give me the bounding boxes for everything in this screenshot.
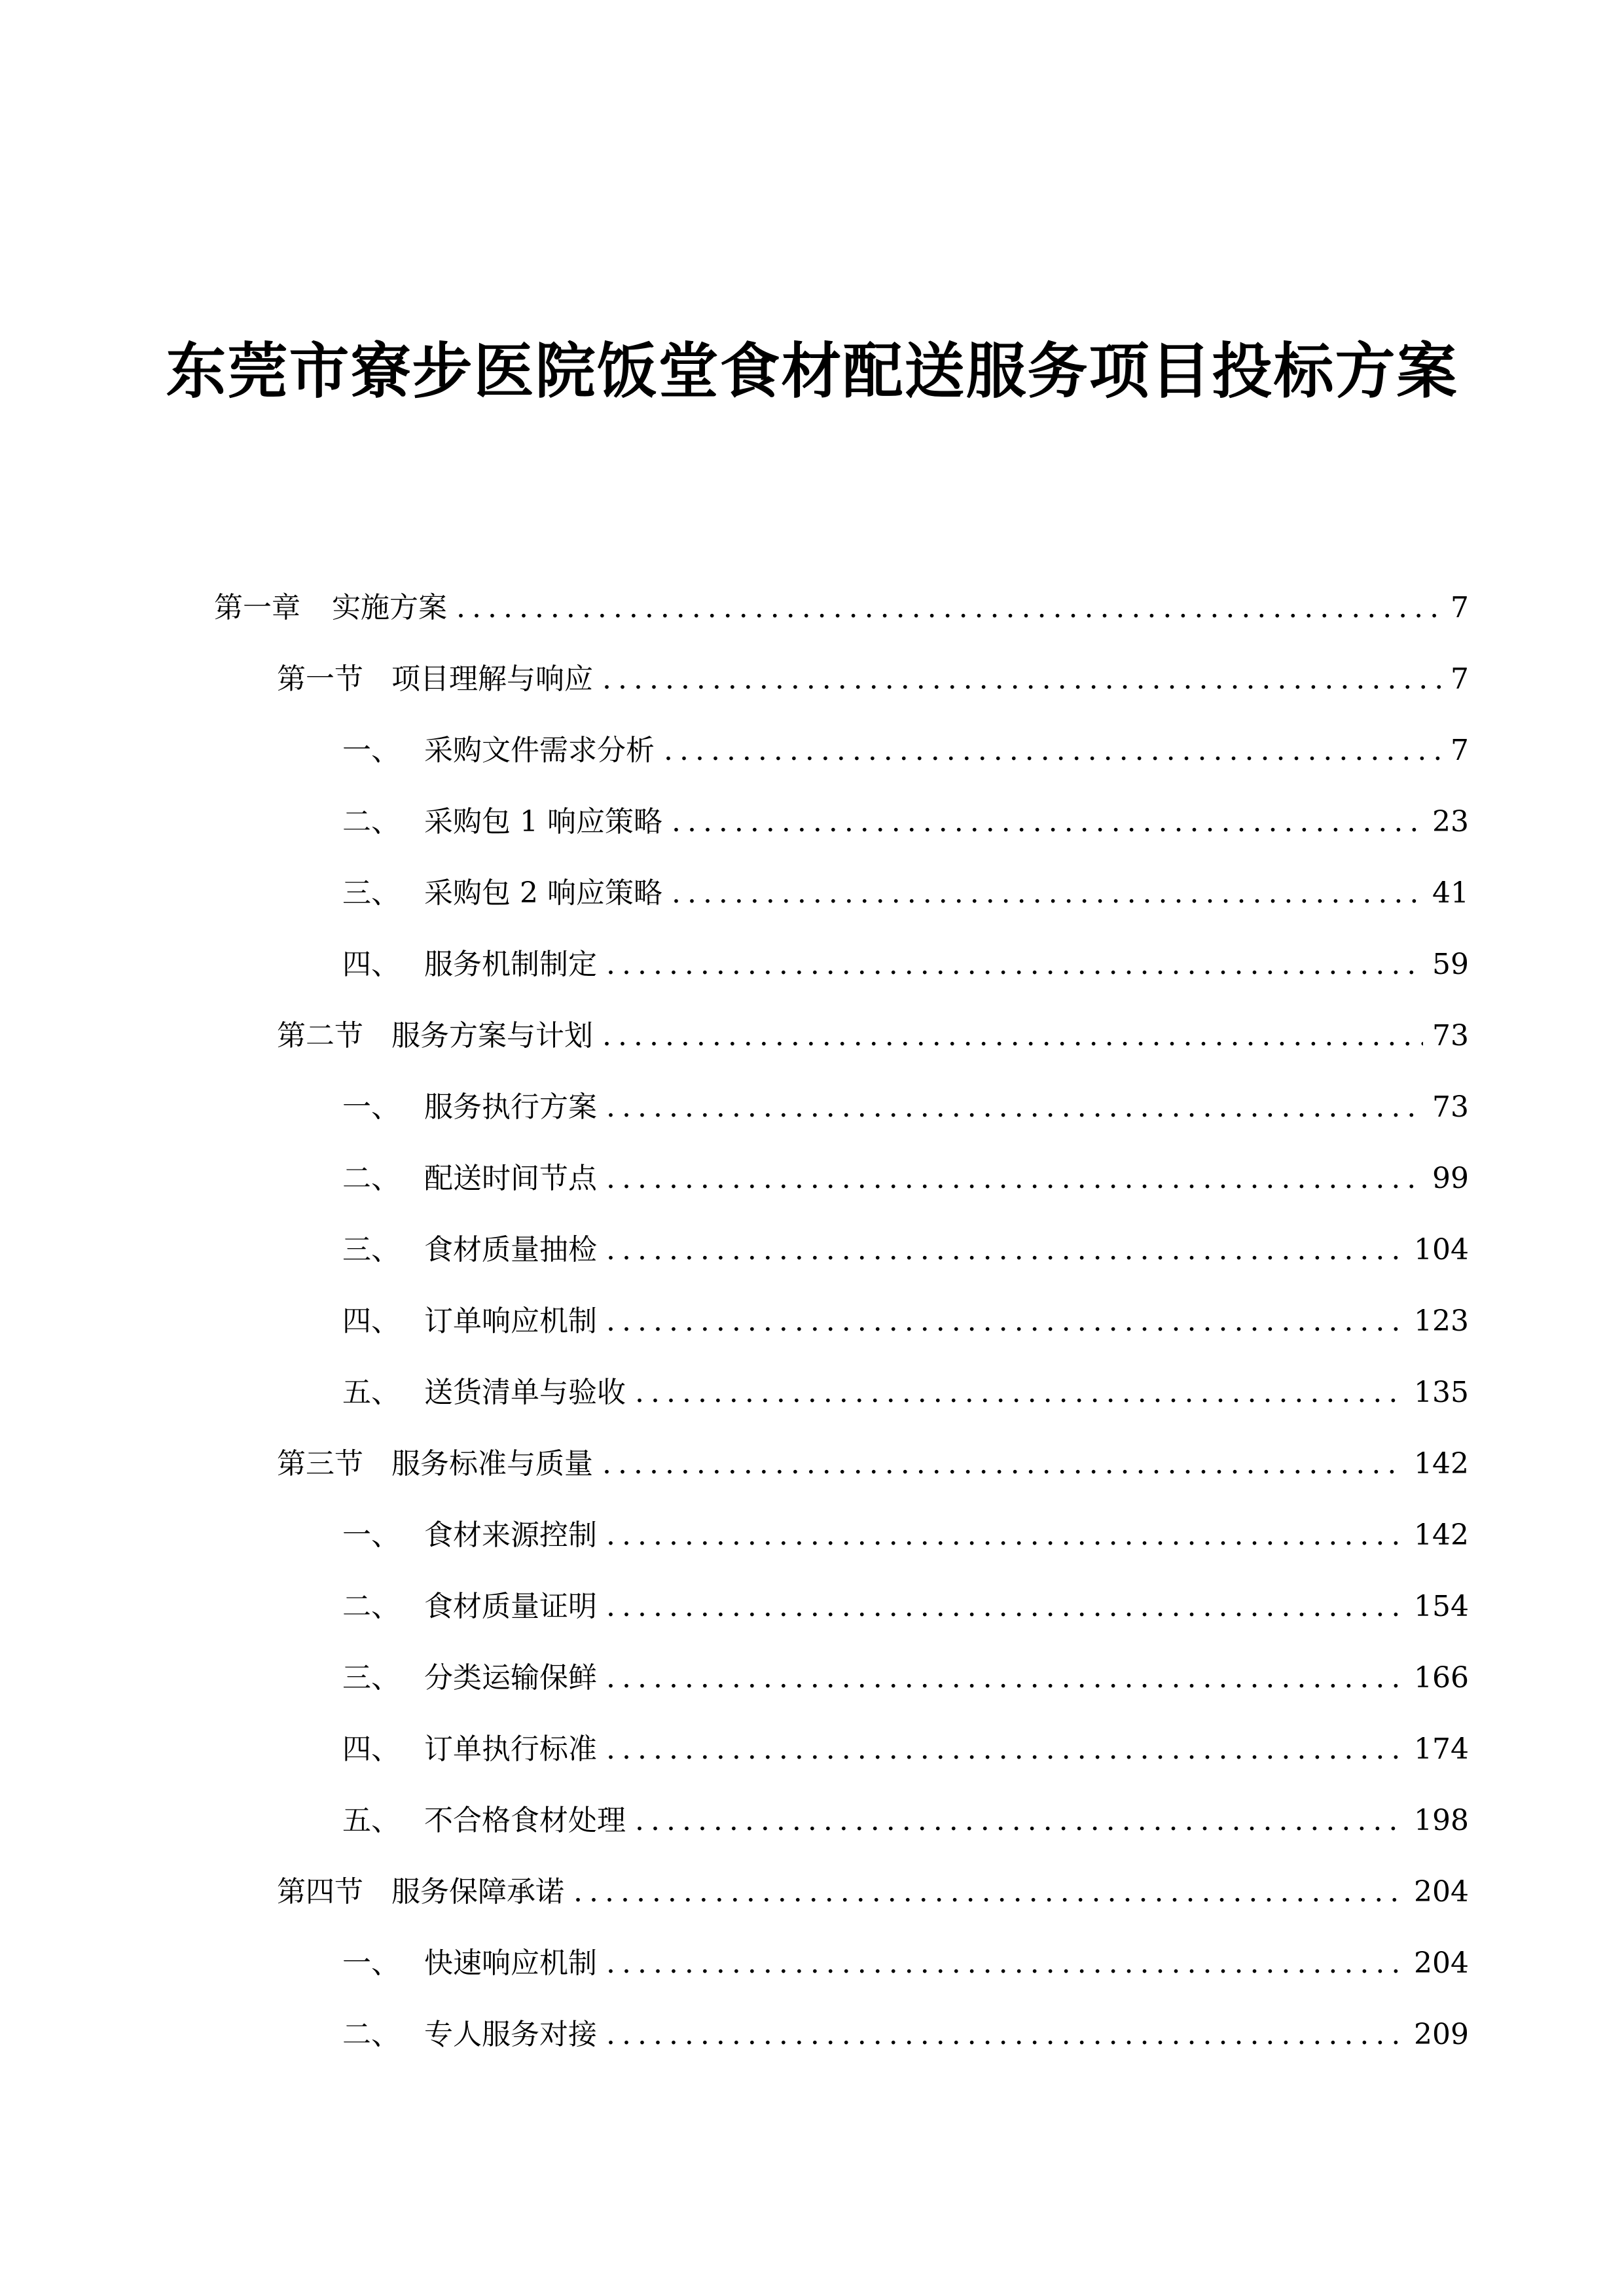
- toc-entry-page: 104: [1414, 1233, 1469, 1266]
- toc-dot-leader: [672, 796, 1423, 848]
- toc-entry-page: 23: [1432, 805, 1469, 838]
- toc-entry-page: 135: [1414, 1376, 1469, 1409]
- toc-entry-page: 142: [1414, 1518, 1469, 1552]
- toc-entry-number: 二、: [342, 1162, 400, 1195]
- toc-entry-text: 食材质量证明: [424, 1590, 597, 1623]
- toc-entry-text: 采购文件需求分析: [424, 734, 655, 767]
- toc-entry-item[interactable]: [342, 1224, 1469, 1276]
- toc-dot-leader: [606, 1295, 1405, 1348]
- toc-dot-leader: [606, 1509, 1405, 1562]
- toc-entry-number: 三、: [342, 1661, 400, 1695]
- toc-entry-number: 二、: [342, 805, 400, 838]
- toc-entry-page: 204: [1414, 1875, 1469, 1909]
- toc-entry-item[interactable]: [342, 1295, 1469, 1348]
- toc-dot-leader: [606, 1652, 1405, 1704]
- toc-entry-item[interactable]: [342, 1081, 1469, 1134]
- toc-dot-leader: [606, 2009, 1405, 2061]
- toc-entry-text: 采购包 2 响应策略: [424, 876, 662, 910]
- toc-entry-section-4[interactable]: [277, 1866, 1469, 1918]
- toc-dot-leader: [602, 653, 1441, 706]
- toc-entry-number: 四、: [342, 1304, 400, 1338]
- toc-entry-page: 166: [1414, 1661, 1469, 1695]
- toc-entry-text: 食材来源控制: [424, 1518, 597, 1552]
- toc-entry-page: 142: [1414, 1447, 1469, 1480]
- toc-entry-number: 四、: [342, 948, 400, 981]
- toc-entry-item[interactable]: [342, 2009, 1469, 2061]
- toc-entry-page: 209: [1414, 2018, 1469, 2051]
- toc-entry-section-2[interactable]: [277, 1010, 1469, 1062]
- toc-dot-leader: [456, 582, 1441, 634]
- toc-entry-text: 食材质量抽检: [424, 1233, 597, 1266]
- toc-entry-item[interactable]: [342, 1937, 1469, 1990]
- toc-entry-item[interactable]: [342, 939, 1469, 991]
- toc-entry-number: 五、: [342, 1804, 400, 1837]
- toc-entry-page: 7: [1451, 591, 1469, 624]
- toc-entry-text: 采购包 1 响应策略: [424, 805, 662, 838]
- toc-entry-number: 第一章: [214, 591, 300, 624]
- toc-entry-item[interactable]: [342, 796, 1469, 848]
- toc-dot-leader: [606, 1581, 1405, 1633]
- toc-entry-number: 一、: [342, 1946, 400, 1980]
- toc-entry-number: 第二节: [277, 1019, 363, 1052]
- toc-entry-number: 四、: [342, 1732, 400, 1766]
- toc-entry-number: 二、: [342, 1590, 400, 1623]
- toc-entry-page: 59: [1432, 948, 1469, 981]
- toc-entry-text: 实施方案: [332, 591, 447, 624]
- toc-entry-page: 41: [1432, 876, 1469, 910]
- toc-entry-text: 订单响应机制: [424, 1304, 597, 1338]
- toc-dot-leader: [606, 1937, 1405, 1990]
- toc-entry-page: 123: [1414, 1304, 1469, 1338]
- toc-entry-page: 154: [1414, 1590, 1469, 1623]
- toc-entry-number: 第四节: [277, 1875, 363, 1909]
- toc-entry-page: 174: [1414, 1732, 1469, 1766]
- toc-entry-number: 第三节: [277, 1447, 363, 1480]
- toc-entry-number: 一、: [342, 734, 400, 767]
- toc-entry-number: 一、: [342, 1090, 400, 1124]
- toc-entry-item[interactable]: [342, 1723, 1469, 1776]
- toc-dot-leader: [635, 1795, 1405, 1847]
- toc-dot-leader: [573, 1866, 1405, 1918]
- toc-entry-text: 订单执行标准: [424, 1732, 597, 1766]
- toc-dot-leader: [602, 1010, 1423, 1062]
- toc-entry-text: 服务执行方案: [424, 1090, 597, 1124]
- toc-entry-item[interactable]: [342, 867, 1469, 920]
- toc-entry-number: 一、: [342, 1518, 400, 1552]
- toc-dot-leader: [602, 1438, 1405, 1490]
- toc-entry-section-1[interactable]: [277, 653, 1469, 706]
- toc-entry-text: 配送时间节点: [424, 1162, 597, 1195]
- toc-entry-page: 7: [1451, 662, 1469, 696]
- toc-entry-section-3[interactable]: [277, 1438, 1469, 1490]
- toc-dot-leader: [606, 1224, 1405, 1276]
- toc-dot-leader: [635, 1367, 1405, 1419]
- toc-entry-item[interactable]: [342, 1509, 1469, 1562]
- toc-entry-text: 服务机制制定: [424, 948, 597, 981]
- toc-dot-leader: [672, 867, 1423, 920]
- toc-entry-text: 专人服务对接: [424, 2018, 597, 2051]
- toc-dot-leader: [606, 939, 1423, 991]
- toc-entry-page: 73: [1432, 1090, 1469, 1124]
- document-title: 东莞市寮步医院饭堂食材配送服务项目投标方案: [166, 336, 1458, 406]
- toc-entry-chapter-1[interactable]: [214, 582, 1469, 634]
- toc-entry-page: 198: [1414, 1804, 1469, 1837]
- toc-entry-text: 服务保障承诺: [391, 1875, 564, 1909]
- toc-entry-page: 99: [1432, 1162, 1469, 1195]
- toc-entry-text: 服务标准与质量: [391, 1447, 593, 1480]
- toc-entry-number: 三、: [342, 876, 400, 910]
- toc-entry-page: 204: [1414, 1946, 1469, 1980]
- toc-entry-text: 快速响应机制: [424, 1946, 597, 1980]
- toc-entry-item[interactable]: [342, 725, 1469, 777]
- toc-dot-leader: [606, 1723, 1405, 1776]
- toc-entry-number: 二、: [342, 2018, 400, 2051]
- toc-entry-number: 第一节: [277, 662, 363, 696]
- toc-entry-number: 三、: [342, 1233, 400, 1266]
- toc-entry-text: 服务方案与计划: [391, 1019, 593, 1052]
- toc-dot-leader: [606, 1153, 1423, 1205]
- toc-entry-page: 73: [1432, 1019, 1469, 1052]
- toc-entry-number: 五、: [342, 1376, 400, 1409]
- toc-dot-leader: [606, 1081, 1423, 1134]
- toc-entry-text: 分类运输保鲜: [424, 1661, 597, 1695]
- toc-entry-item[interactable]: [342, 1652, 1469, 1704]
- toc-entry-text: 送货清单与验收: [424, 1376, 626, 1409]
- toc-entry-page: 7: [1451, 734, 1469, 767]
- toc-entry-item[interactable]: [342, 1581, 1469, 1633]
- toc-entry-item[interactable]: [342, 1795, 1469, 1847]
- toc-dot-leader: [664, 725, 1441, 777]
- toc-entry-item[interactable]: [342, 1367, 1469, 1419]
- toc-entry-item[interactable]: [342, 1153, 1469, 1205]
- toc-entry-text: 项目理解与响应: [391, 662, 593, 696]
- toc-entry-text: 不合格食材处理: [424, 1804, 626, 1837]
